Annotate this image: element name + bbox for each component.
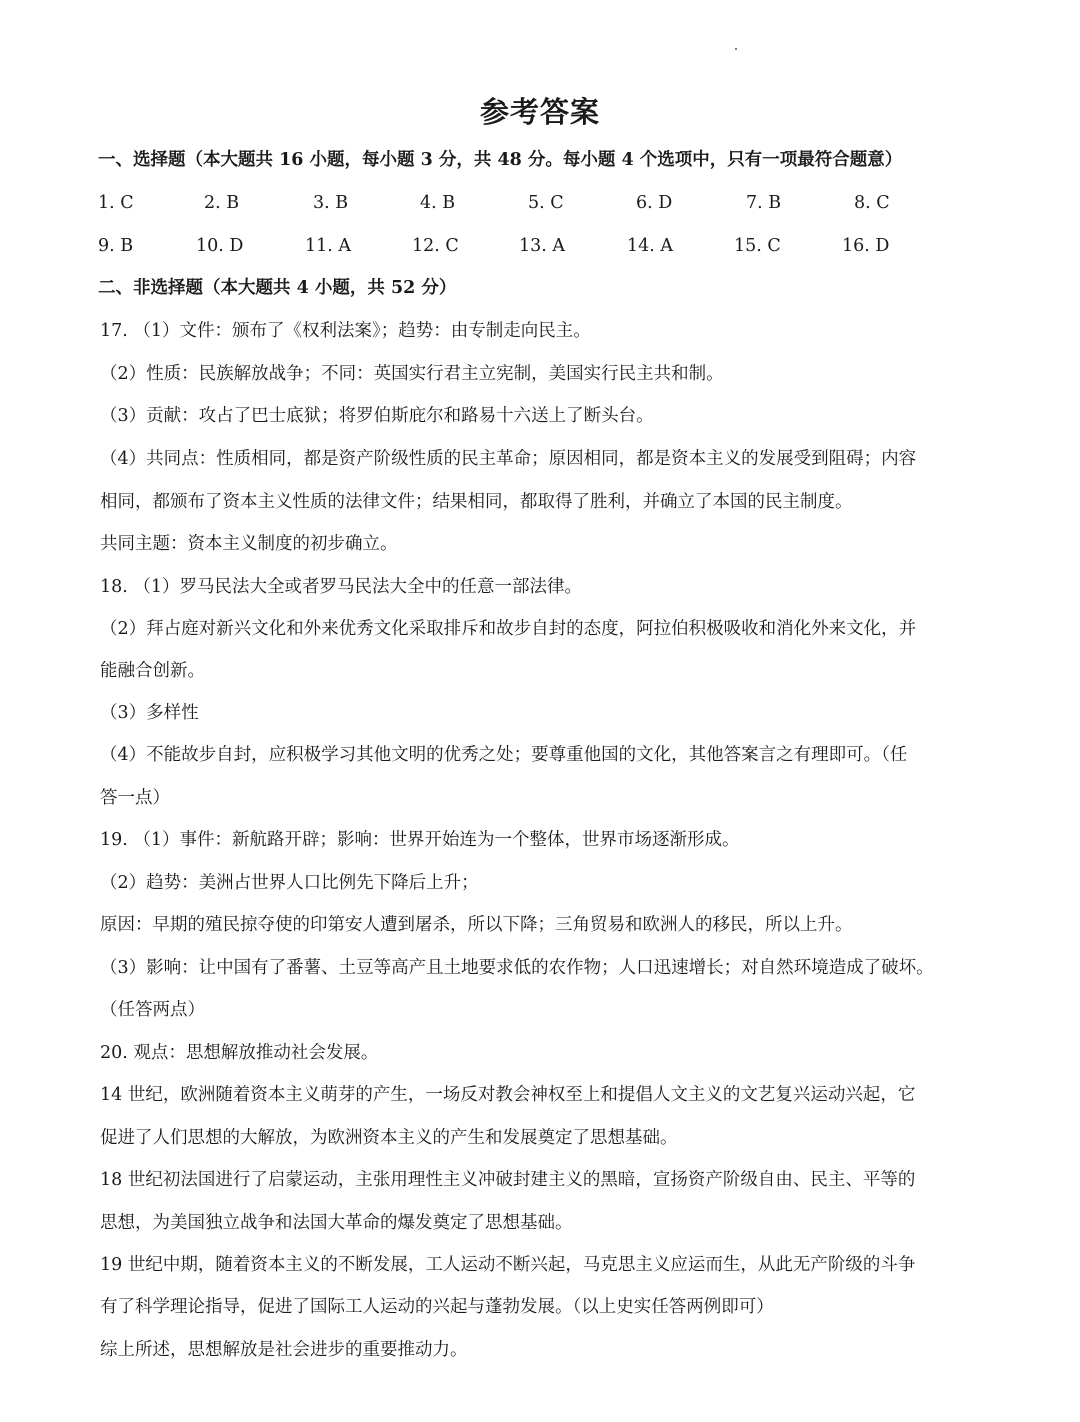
page-title: 参考答案 <box>479 95 600 129</box>
answer-17-theme: 共同主题：资本主义制度的初步确立。 <box>100 534 398 554</box>
answer-17-4-cont: 相同，都颁布了资本主义性质的法律文件；结果相同，都取得了胜利，并确立了本国的民主制度。 <box>100 492 853 512</box>
answer-20-para-1-cont: 促进了人们思想的大解放，为欧洲资本主义的产生和发展奠定了思想基础。 <box>100 1128 678 1148</box>
answer-20-viewpoint: 20. 观点：思想解放推动社会发展。 <box>100 1043 379 1063</box>
answer-item: 1. C <box>98 193 134 213</box>
answer-17-2: （2）性质：民族解放战争；不同：英国实行君主立宪制，美国实行民主共和制。 <box>100 364 724 384</box>
answer-17-1: 17. （1）文件：颁布了《权利法案》；趋势：由专制走向民主。 <box>100 321 591 341</box>
answer-19-3-cont: （任答两点） <box>100 1000 205 1020</box>
section1-heading: 一、选择题（本大题共 16 小题，每小题 3 分，共 48 分。每小题 4 个选项中，只有一项最符合题意） <box>98 150 903 170</box>
answer-20-para-2-cont: 思想，为美国独立战争和法国大革命的爆发奠定了思想基础。 <box>100 1213 573 1233</box>
answer-20-para-1: 14 世纪，欧洲随着资本主义萌芽的产生，一场反对教会神权至上和提倡人文主义的文艺复兴运动兴起，它 <box>100 1085 916 1105</box>
answer-item: 11. A <box>305 236 352 256</box>
answer-20-conclusion: 综上所述，思想解放是社会进步的重要推动力。 <box>100 1340 468 1360</box>
answer-18-2: （2）拜占庭对新兴文化和外来优秀文化采取排斥和故步自封的态度，阿拉伯积极吸收和消化外来文化，并 <box>100 619 917 639</box>
answer-20-para-2: 18 世纪初法国进行了启蒙运动，主张用理性主义冲破封建主义的黑暗，宣扬资产阶级自由、民主、平等的 <box>100 1170 916 1190</box>
answer-19-2-reason: 原因：早期的殖民掠夺使的印第安人遭到屠杀，所以下降；三角贸易和欧洲人的移民，所以上升。 <box>100 915 853 935</box>
answer-item: 7. B <box>746 193 782 213</box>
answer-17-4: （4）共同点：性质相同，都是资产阶级性质的民主革命；原因相同，都是资本主义的发展受到阻碍；内容 <box>100 449 917 469</box>
answer-item: 16. D <box>842 236 890 256</box>
section2-heading: 二、非选择题（本大题共 4 小题，共 52 分） <box>98 278 457 298</box>
answer-item: 6. D <box>636 193 673 213</box>
answer-item: 4. B <box>420 193 456 213</box>
answer-17-3: （3）贡献：攻占了巴士底狱；将罗伯斯庇尔和路易十六送上了断头台。 <box>100 406 654 426</box>
answer-item: 8. C <box>854 193 890 213</box>
answer-20-para-3-cont: 有了科学理论指导，促进了国际工人运动的兴起与蓬勃发展。（以上史实任答两例即可） <box>100 1297 774 1317</box>
answer-18-1: 18. （1）罗马民法大全或者罗马民法大全中的任意一部法律。 <box>100 577 583 597</box>
answer-item: 5. C <box>528 193 564 213</box>
answer-19-2: （2）趋势：美洲占世界人口比例先下降后上升； <box>100 873 479 893</box>
answer-row-2 <box>98 231 998 261</box>
answer-item: 10. D <box>196 236 244 256</box>
answer-row-1 <box>98 188 998 218</box>
answer-item: 9. B <box>98 236 134 256</box>
answer-18-4: （4）不能故步自封，应积极学习其他文明的优秀之处；要尊重他国的文化，其他答案言之有理即可。（任 <box>100 745 908 765</box>
answer-18-4-cont: 答一点） <box>100 788 170 808</box>
answer-item: 13. A <box>519 236 566 256</box>
answer-item: 14. A <box>627 236 674 256</box>
answer-18-3: （3）多样性 <box>100 703 199 723</box>
answer-20-para-3: 19 世纪中期，随着资本主义的不断发展，工人运动不断兴起，马克思主义应运而生，从此无产阶级的斗争 <box>100 1255 916 1275</box>
answer-19-1: 19. （1）事件：新航路开辟；影响：世界开始连为一个整体，世界市场逐渐形成。 <box>100 830 740 850</box>
answer-item: 12. C <box>412 236 459 256</box>
scan-speck <box>735 48 737 50</box>
answer-19-3: （3）影响：让中国有了番薯、土豆等高产且土地要求低的农作物；人口迅速增长；对自然环境造成了破坏。 <box>100 958 934 978</box>
answer-item: 2. B <box>204 193 240 213</box>
answer-item: 3. B <box>313 193 349 213</box>
answer-item: 15. C <box>734 236 781 256</box>
answer-18-2-cont: 能融合创新。 <box>100 661 205 681</box>
